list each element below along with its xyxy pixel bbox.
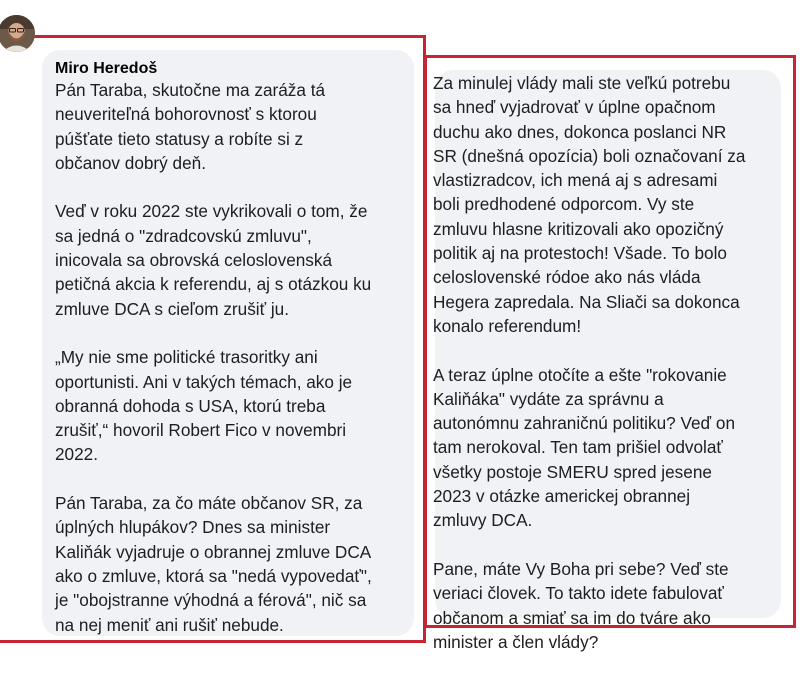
comment-author-name[interactable]: Miro Heredoš xyxy=(55,60,158,77)
comment-text-part-1: Pán Taraba, skutočne ma zaráža tá neuveriteľná bohorovnosť s ktorou púšťate tieto statusy a robíte si z občanov dobrý deň. Veď v roku 2022 ste vykrikovali o tom, že sa jedná o "zdradcovskú zmluvu", inicovala sa obrovská celoslovenská petičná akcia k referendu, aj s otázkou ku zmluve DCA s cieľom zrušiť ju. „My nie sme politické trasoritky ani oportunisti. Ani v takých témach, ako je obranná dohoda s USA, ktorú treba zrušiť,“ hovoril Robert Fico v novembri 2022. Pán Taraba, za čo máte občanov SR, za úplných hlupákov? Dnes sa minister Kaliňák vyjadruje o obrannej zmluve DCA ako o zmluve, ktorá sa "nedá vypovedať", je "obojstranne výhodná a férová", nič sa na nej meniť ani rušiť nebude. xyxy=(55,80,372,635)
comment-text-part-2: Za minulej vlády mali ste veľkú potrebu sa hneď vyjadrovať v úplne opačnom duchu ako dnes, dokonca poslanci NR SR (dnešná opozícia) boli označovaní za vlastizradcov, ich mená aj s adresami boli predhodené odporcom. Vy ste zmluvu hlasne kritizovali ako opozičný politik aj na protestoch! Všade. To bolo celoslovenské ródoe ako nás vláda Hegera zapredala. Na Sliači sa dokonca konalo referendum! A teraz úplne otočíte a ešte "rokovanie Kaliňáka" vydáte za správnu a autonómnu zahraničnú politiku? Veď on tam nerokoval. Ten tam prišiel odvolať všetky postoje SMERU spred jesene 2023 v otázke americkej obrannej zmluvy DCA. Pane, máte Vy Boha pri sebe? Veď ste veriaci človek. To takto idete fabulovať občanom a smiať sa im do tváre ako minister a člen vlády? xyxy=(433,73,746,652)
